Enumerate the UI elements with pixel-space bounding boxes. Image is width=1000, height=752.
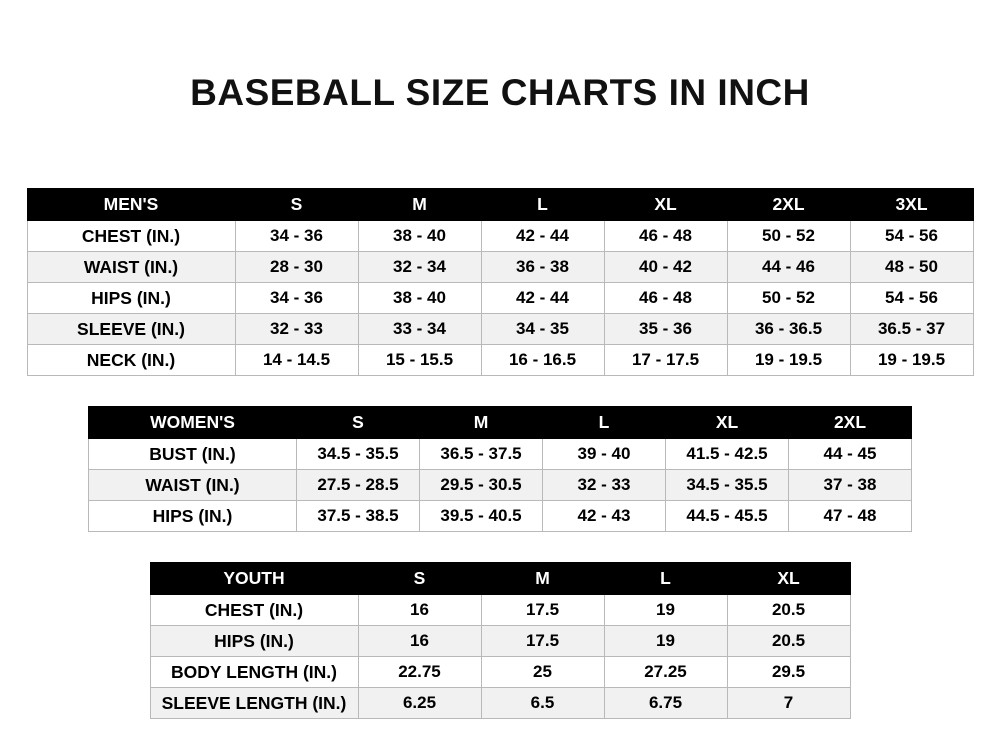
table-cell: 19 bbox=[604, 595, 727, 626]
table-row bbox=[89, 501, 912, 532]
row-label: WAIST (IN.) bbox=[27, 252, 235, 283]
table-cell: 32 - 34 bbox=[358, 252, 481, 283]
row-label: CHEST (IN.) bbox=[150, 595, 358, 626]
table-cell: 50 - 52 bbox=[727, 283, 850, 314]
column-header: 3XL bbox=[850, 189, 973, 221]
table-cell: 41.5 - 42.5 bbox=[666, 439, 789, 470]
table-cell: 32 - 33 bbox=[235, 314, 358, 345]
table-cell: 36 - 38 bbox=[481, 252, 604, 283]
table-cell: 16 bbox=[358, 595, 481, 626]
table-header-row bbox=[89, 407, 912, 439]
table-cell: 35 - 36 bbox=[604, 314, 727, 345]
table-cell: 15 - 15.5 bbox=[358, 345, 481, 376]
table-cell: 6.75 bbox=[604, 688, 727, 719]
table-row bbox=[27, 283, 973, 314]
table-cell: 34 - 36 bbox=[235, 283, 358, 314]
table-cell: 20.5 bbox=[727, 626, 850, 657]
column-header: XL bbox=[666, 407, 789, 439]
table-cell: 28 - 30 bbox=[235, 252, 358, 283]
row-label: BUST (IN.) bbox=[89, 439, 297, 470]
table-cell: 29.5 bbox=[727, 657, 850, 688]
table-cell: 22.75 bbox=[358, 657, 481, 688]
row-label: NECK (IN.) bbox=[27, 345, 235, 376]
table-cell: 6.5 bbox=[481, 688, 604, 719]
table-row bbox=[27, 221, 973, 252]
table-cell: 48 - 50 bbox=[850, 252, 973, 283]
table-row bbox=[27, 252, 973, 283]
table-cell: 27.5 - 28.5 bbox=[297, 470, 420, 501]
row-label: SLEEVE (IN.) bbox=[27, 314, 235, 345]
table-cell: 46 - 48 bbox=[604, 221, 727, 252]
column-header: S bbox=[297, 407, 420, 439]
youth-size-chart-section bbox=[0, 562, 1000, 719]
table-cell: 37 - 38 bbox=[789, 470, 912, 501]
womens-size-chart-table bbox=[88, 406, 912, 532]
table-cell: 34.5 - 35.5 bbox=[297, 439, 420, 470]
row-label: HIPS (IN.) bbox=[150, 626, 358, 657]
table-cell: 27.25 bbox=[604, 657, 727, 688]
table-cell: 42 - 44 bbox=[481, 221, 604, 252]
table-cell: 16 bbox=[358, 626, 481, 657]
table-cell: 34 - 36 bbox=[235, 221, 358, 252]
column-header: 2XL bbox=[727, 189, 850, 221]
table-cell: 38 - 40 bbox=[358, 221, 481, 252]
table-cell: 36.5 - 37.5 bbox=[420, 439, 543, 470]
table-header-row bbox=[27, 189, 973, 221]
table-cell: 25 bbox=[481, 657, 604, 688]
mens-size-chart-table bbox=[27, 188, 974, 376]
table-cell: 19 - 19.5 bbox=[727, 345, 850, 376]
column-header: S bbox=[358, 563, 481, 595]
row-label: HIPS (IN.) bbox=[27, 283, 235, 314]
row-label: BODY LENGTH (IN.) bbox=[150, 657, 358, 688]
table-row bbox=[150, 595, 850, 626]
table-cell: 44 - 45 bbox=[789, 439, 912, 470]
row-label: SLEEVE LENGTH (IN.) bbox=[150, 688, 358, 719]
table-row bbox=[150, 657, 850, 688]
table-row bbox=[89, 470, 912, 501]
table-cell: 16 - 16.5 bbox=[481, 345, 604, 376]
table-cell: 14 - 14.5 bbox=[235, 345, 358, 376]
column-header: L bbox=[543, 407, 666, 439]
row-label: CHEST (IN.) bbox=[27, 221, 235, 252]
column-header: XL bbox=[604, 189, 727, 221]
table-cell: 42 - 44 bbox=[481, 283, 604, 314]
table-header-row bbox=[150, 563, 850, 595]
column-header: MEN'S bbox=[27, 189, 235, 221]
table-cell: 29.5 - 30.5 bbox=[420, 470, 543, 501]
table-cell: 17 - 17.5 bbox=[604, 345, 727, 376]
column-header: S bbox=[235, 189, 358, 221]
table-cell: 39 - 40 bbox=[543, 439, 666, 470]
table-row bbox=[27, 314, 973, 345]
column-header: M bbox=[420, 407, 543, 439]
table-cell: 46 - 48 bbox=[604, 283, 727, 314]
table-cell: 36.5 - 37 bbox=[850, 314, 973, 345]
table-cell: 32 - 33 bbox=[543, 470, 666, 501]
table-cell: 37.5 - 38.5 bbox=[297, 501, 420, 532]
table-cell: 38 - 40 bbox=[358, 283, 481, 314]
column-header: L bbox=[604, 563, 727, 595]
row-label: WAIST (IN.) bbox=[89, 470, 297, 501]
womens-size-chart-section bbox=[0, 406, 1000, 532]
table-cell: 19 bbox=[604, 626, 727, 657]
column-header: WOMEN'S bbox=[89, 407, 297, 439]
table-cell: 34 - 35 bbox=[481, 314, 604, 345]
table-cell: 47 - 48 bbox=[789, 501, 912, 532]
youth-size-chart-table bbox=[150, 562, 851, 719]
table-cell: 39.5 - 40.5 bbox=[420, 501, 543, 532]
row-label: HIPS (IN.) bbox=[89, 501, 297, 532]
table-cell: 42 - 43 bbox=[543, 501, 666, 532]
table-cell: 7 bbox=[727, 688, 850, 719]
table-row bbox=[150, 626, 850, 657]
table-cell: 40 - 42 bbox=[604, 252, 727, 283]
column-header: 2XL bbox=[789, 407, 912, 439]
table-cell: 33 - 34 bbox=[358, 314, 481, 345]
table-cell: 17.5 bbox=[481, 626, 604, 657]
table-cell: 50 - 52 bbox=[727, 221, 850, 252]
table-cell: 44.5 - 45.5 bbox=[666, 501, 789, 532]
table-cell: 20.5 bbox=[727, 595, 850, 626]
table-cell: 54 - 56 bbox=[850, 283, 973, 314]
table-cell: 6.25 bbox=[358, 688, 481, 719]
table-cell: 36 - 36.5 bbox=[727, 314, 850, 345]
table-cell: 17.5 bbox=[481, 595, 604, 626]
column-header: M bbox=[481, 563, 604, 595]
page-title: BASEBALL SIZE CHARTS IN INCH bbox=[190, 72, 810, 113]
table-cell: 19 - 19.5 bbox=[850, 345, 973, 376]
column-header: XL bbox=[727, 563, 850, 595]
column-header: YOUTH bbox=[150, 563, 358, 595]
table-cell: 44 - 46 bbox=[727, 252, 850, 283]
table-row bbox=[150, 688, 850, 719]
table-cell: 54 - 56 bbox=[850, 221, 973, 252]
column-header: L bbox=[481, 189, 604, 221]
table-row bbox=[27, 345, 973, 376]
table-cell: 34.5 - 35.5 bbox=[666, 470, 789, 501]
table-row bbox=[89, 439, 912, 470]
column-header: M bbox=[358, 189, 481, 221]
mens-size-chart-section bbox=[0, 188, 1000, 376]
